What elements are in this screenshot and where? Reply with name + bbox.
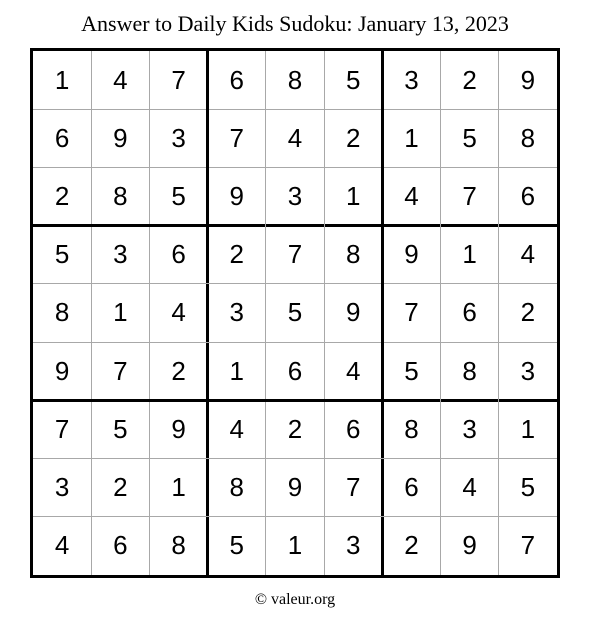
sudoku-cell: 5 <box>404 355 419 386</box>
sudoku-cell: 6 <box>287 355 303 386</box>
sudoku-cell: 1 <box>345 181 361 212</box>
sudoku-cell: 3 <box>54 472 70 503</box>
sudoku-cell: 8 <box>113 181 128 212</box>
sudoku-cell: 2 <box>462 64 477 95</box>
sudoku-cell: 8 <box>54 297 70 328</box>
sudoku-cell: 4 <box>520 239 536 270</box>
sudoku-cell: 1 <box>287 530 303 561</box>
sudoku-cell: 4 <box>229 413 244 444</box>
sudoku-cell: 2 <box>404 530 419 561</box>
sudoku-cell: 3 <box>113 239 128 270</box>
sudoku-cell: 8 <box>520 122 536 153</box>
sudoku-cell: 6 <box>520 181 536 212</box>
sudoku-cell: 1 <box>520 413 536 444</box>
sudoku-cell: 5 <box>113 413 128 444</box>
sudoku-cell: 2 <box>287 413 303 444</box>
sudoku-cell: 6 <box>345 413 361 444</box>
sudoku-cell: 7 <box>404 297 419 328</box>
sudoku-cell: 3 <box>229 297 244 328</box>
sudoku-cell: 6 <box>229 64 244 95</box>
sudoku-cell: 1 <box>404 122 419 153</box>
footer <box>0 589 590 611</box>
sudoku-cell: 2 <box>229 239 244 270</box>
sudoku-cell: 2 <box>171 355 186 386</box>
sudoku-cell: 2 <box>113 472 128 503</box>
sudoku-cell: 5 <box>229 530 244 561</box>
sudoku-cell: 9 <box>462 530 477 561</box>
sudoku-cell: 6 <box>113 530 128 561</box>
footer-site-link[interactable]: valeur.org <box>271 591 336 608</box>
sudoku-cell: 9 <box>54 355 70 386</box>
sudoku-cell: 9 <box>229 181 244 212</box>
sudoku-cell: 5 <box>171 181 186 212</box>
sudoku-cell: 7 <box>462 181 477 212</box>
sudoku-cell: 6 <box>54 122 70 153</box>
sudoku-cell: 6 <box>404 472 419 503</box>
sudoku-cell: 7 <box>345 472 361 503</box>
page-title: Answer to Daily Kids Sudoku: January 13, 2023 <box>81 11 509 36</box>
sudoku-cell: 4 <box>171 297 186 328</box>
sudoku-cell: 1 <box>229 355 244 386</box>
sudoku-cell: 9 <box>113 122 128 153</box>
sudoku-cell: 9 <box>287 472 303 503</box>
sudoku-cell: 1 <box>462 239 477 270</box>
sudoku-cell: 9 <box>345 297 361 328</box>
sudoku-cell: 9 <box>404 239 419 270</box>
sudoku-cell: 9 <box>171 413 186 444</box>
sudoku-cell: 6 <box>462 297 477 328</box>
sudoku-cell: 7 <box>229 122 244 153</box>
copyright-symbol: © <box>254 591 267 608</box>
sudoku-board <box>30 48 560 578</box>
sudoku-cell: 5 <box>54 239 70 270</box>
sudoku-cell: 3 <box>287 181 303 212</box>
sudoku-cell: 1 <box>54 64 70 95</box>
sudoku-cell: 5 <box>462 122 477 153</box>
sudoku-cell: 5 <box>520 472 536 503</box>
sudoku-cell: 7 <box>520 530 536 561</box>
sudoku-cell: 1 <box>171 472 186 503</box>
sudoku-cell: 4 <box>287 122 303 153</box>
sudoku-cell: 6 <box>171 239 186 270</box>
sudoku-cell: 8 <box>345 239 361 270</box>
sudoku-cell: 9 <box>520 64 536 95</box>
sudoku-cell: 7 <box>287 239 303 270</box>
sudoku-cell: 4 <box>404 181 419 212</box>
sudoku-cell: 2 <box>345 122 361 153</box>
sudoku-cell: 5 <box>287 297 303 328</box>
sudoku-cell: 3 <box>345 530 361 561</box>
sudoku-cell: 4 <box>462 472 477 503</box>
sudoku-cell: 4 <box>345 355 361 386</box>
sudoku-cell: 5 <box>345 64 361 95</box>
sudoku-cell: 3 <box>171 122 186 153</box>
sudoku-cell: 7 <box>54 413 70 444</box>
sudoku-cell: 2 <box>54 181 70 212</box>
sudoku-cell: 7 <box>113 355 128 386</box>
sudoku-cell: 3 <box>404 64 419 95</box>
sudoku-cell: 8 <box>287 64 303 95</box>
sudoku-cell: 2 <box>520 297 536 328</box>
sudoku-cell: 7 <box>171 64 186 95</box>
sudoku-cell: 4 <box>113 64 128 95</box>
sudoku-cell: 4 <box>54 530 70 561</box>
sudoku-cell: 1 <box>113 297 128 328</box>
sudoku-cell: 8 <box>229 472 244 503</box>
sudoku-cell: 3 <box>462 413 477 444</box>
sudoku-cell: 8 <box>404 413 419 444</box>
sudoku-cell: 8 <box>462 355 477 386</box>
sudoku-cell: 8 <box>171 530 186 561</box>
sudoku-cell: 3 <box>520 355 536 386</box>
